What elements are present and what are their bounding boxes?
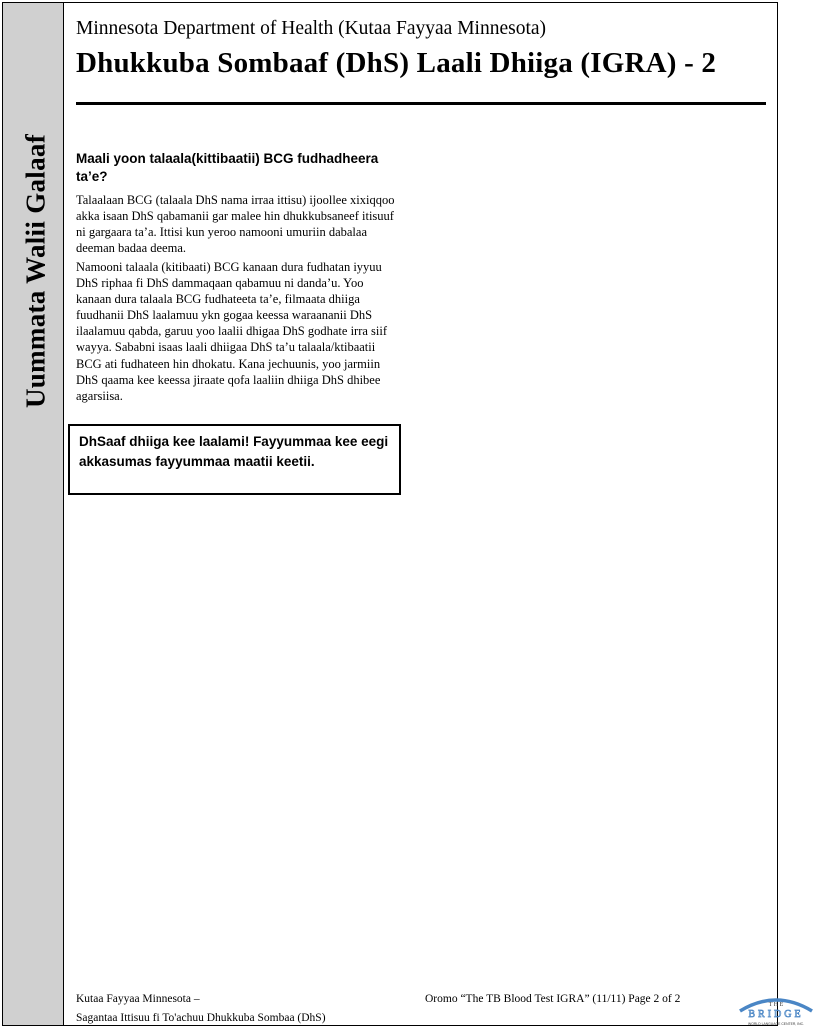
header-divider: [76, 102, 766, 105]
logo-word-bridge: BRIDGE: [748, 1009, 804, 1020]
header-subtitle: Minnesota Department of Health (Kutaa Fayyaa Minnesota): [76, 18, 547, 39]
bridge-logo-icon: [736, 992, 816, 1028]
paragraph-bcg-details: Namooni talaala (kitibaati) BCG kanaan dura fudhatan iyyuu DhS riphaa fi DhS dammaqaan qabamuu ni danda’u. Yoo kanaan dura talaala BCG fudhateeta ta’e, filmaata dhiiga fuudhanii DhS laalamuu ykn gogaa keessa waraananii DhS ilaalamuu qabda, garuu yoo laalii dhigaa DhS godhate irra siif wayya. Sababni isaas laali dhiigaa DhS ta’u talaala/ktibaatii BCG ati fudhateen hin dhokatu. Kana jechuunis, yoo jarmiin DhS qaama kee keessa jiraate qofa laaliin dhiiga DhS dhibee agarsiisa.: [76, 260, 388, 403]
footer-left: [76, 990, 326, 1028]
question-heading: Maali yoon talaala(kittibaatii) BCG fudhadheera ta’e?: [76, 151, 379, 184]
logo-subtitle: WORLD LANGUAGE CENTER, INC.: [748, 1022, 804, 1026]
sidebar-label: Uummata Walii Galaaf: [20, 133, 51, 409]
paragraph-bcg-intro: Talaalaan BCG (talaala DhS nama irraa ittisu) ijoollee xixiqqoo akka isaan DhS qabamanii gar malee hin dhukkubsaneef itisuuf ni gargaara ta’a. Ittisi kun yeroo namooni umuriin dabalaa deeman badaa deema.: [76, 193, 395, 256]
sidebar-band: [3, 3, 64, 1025]
page-title: Dhukkuba Sombaaf (DhS) Laali Dhiiga (IGRA) - 2: [76, 47, 717, 79]
footer-left-line2: Sagantaa Ittisuu fi To'achuu Dhukkuba Sombaa (DhS): [76, 1012, 326, 1024]
footer-right: Oromo “The TB Blood Test IGRA” (11/11) Page 2 of 2: [425, 993, 681, 1005]
callout-box: DhSaaf dhiiga kee laalami! Fayyummaa kee eegi akkasumas fayyummaa maatii keetii.: [68, 424, 401, 495]
logo-word-the: T H E: [768, 1002, 784, 1008]
footer-left-line1: Kutaa Fayyaa Minnesota –: [76, 993, 200, 1005]
